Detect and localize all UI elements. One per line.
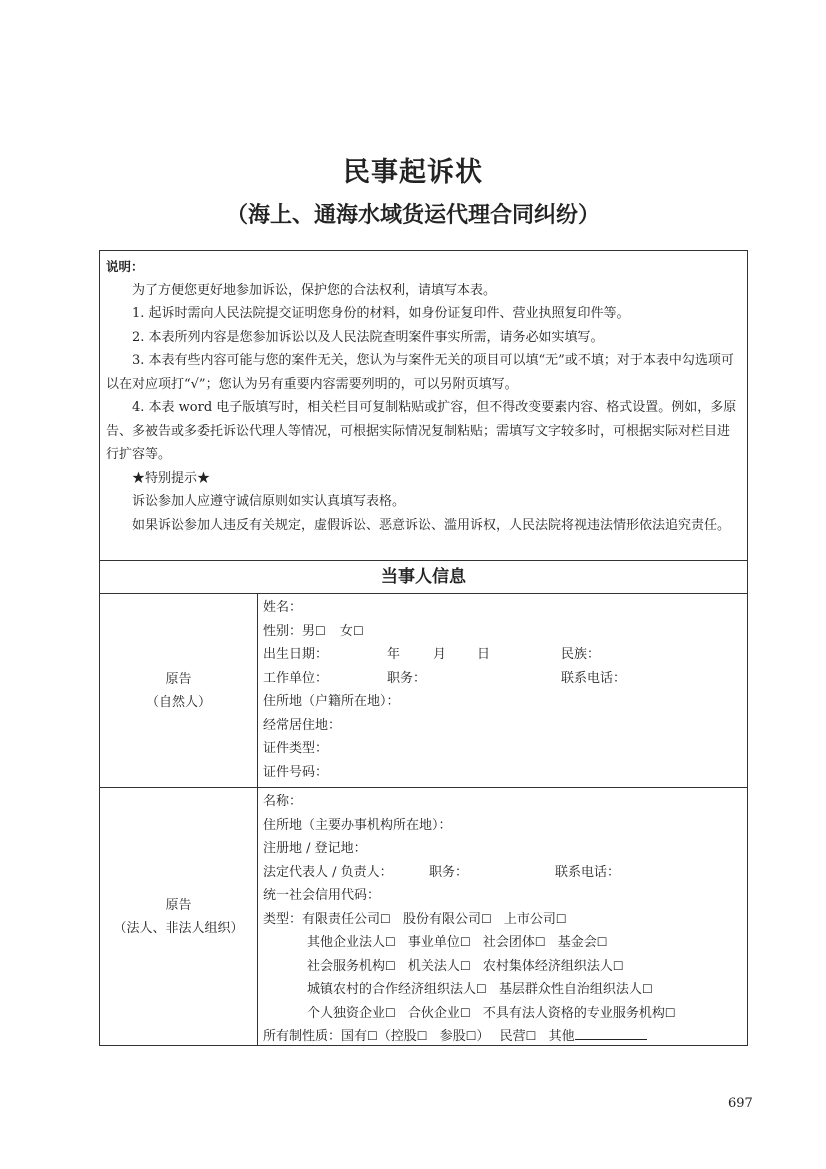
registered-place-field[interactable]: 注册地 / 登记地：	[263, 841, 367, 856]
type-checkbox[interactable]: ☐	[385, 935, 396, 949]
work-unit-field[interactable]: 工作单位：	[263, 670, 329, 686]
org-type-label: 类型：	[263, 911, 303, 927]
type-checkbox[interactable]: ☐	[641, 982, 653, 996]
instructions-section	[100, 251, 747, 561]
type-option-label: 上市公司	[503, 911, 556, 927]
plaintiff-org-label	[100, 788, 258, 1045]
position-field[interactable]: 职务：	[387, 670, 427, 686]
type-option-label: 有限责任公司	[302, 911, 381, 927]
instruction-paragraph: 诉讼参加人应遵守诚信原则如实认真填写表格。	[132, 494, 406, 509]
id-type-field[interactable]: 证件类型：	[263, 741, 329, 756]
month-label: 月	[433, 647, 447, 662]
type-option-label: 不具有法人资格的专业服务机构	[482, 1005, 665, 1021]
plaintiff-person-fields	[263, 596, 747, 784]
holding-label: （控股	[377, 1029, 417, 1044]
page-number: 697	[728, 1096, 753, 1111]
type-option-label: 基金会	[557, 935, 597, 950]
type-checkbox[interactable]: ☐	[480, 911, 492, 926]
type-checkbox[interactable]: ☐	[459, 958, 471, 973]
natural-person-label: （自然人）	[145, 694, 211, 710]
party-info-heading: 当事人信息	[100, 561, 747, 594]
type-option-label: 农村集体经济组织法人	[482, 958, 613, 974]
type-option-label: 股份有限公司	[402, 911, 481, 927]
type-option-label: 基层群众性自治组织法人	[498, 982, 642, 997]
org-phone-field[interactable]: 联系电话：	[555, 864, 621, 880]
gender-field[interactable]	[263, 620, 747, 644]
instruction-paragraph: 为了方便您更好地参加诉讼，保护您的合法权利，请填写本表。	[132, 282, 497, 298]
female-checkbox[interactable]: ☐	[352, 623, 364, 638]
org-type-row-1	[263, 908, 747, 932]
instruction-paragraph: 如果诉讼参加人违反有关规定，虚假诉讼、恶意诉讼、滥用诉权，人民法院将视违法情形依法追究责任。	[132, 517, 731, 533]
participating-checkbox[interactable]: ☐	[465, 1029, 477, 1043]
close-paren: ）	[476, 1029, 490, 1044]
org-address-field[interactable]: 住所地（主要办事机构所在地）：	[263, 817, 452, 833]
day-label: 日	[477, 647, 491, 662]
credit-code-field[interactable]: 统一社会信用代码：	[263, 888, 381, 903]
complaint-form-table	[99, 250, 748, 1046]
type-checkbox[interactable]: ☐	[534, 935, 546, 949]
holding-checkbox[interactable]: ☐	[416, 1029, 428, 1043]
org-name-field[interactable]: 名称：	[263, 794, 303, 809]
work-line	[263, 667, 747, 691]
special-notice-heading: ★特别提示★	[132, 470, 211, 486]
instruction-paragraph: 1. 起诉时需向人民法院提交证明您身份的材料，如身份证复印件、营业执照复印件等。	[132, 306, 630, 321]
org-type-row-3	[263, 955, 747, 979]
state-owned-checkbox[interactable]: ☐	[367, 1029, 378, 1043]
type-option-label: 社会服务机构	[307, 958, 386, 974]
instructions-heading: 说明：	[106, 259, 144, 274]
ownership-row	[263, 1025, 747, 1049]
document-title: 民事起诉状	[343, 157, 483, 188]
other-ownership-blank[interactable]	[575, 1025, 647, 1040]
organization-label: （法人、非法人组织）	[113, 920, 244, 936]
type-checkbox[interactable]: ☐	[664, 1005, 676, 1020]
type-option-label: 城镇农村的合作经济组织法人	[307, 982, 477, 997]
type-option-label: 机关法人	[407, 958, 460, 974]
org-type-row-2	[263, 931, 747, 955]
instruction-paragraph: 4. 本表 word 电子版填写时，相关栏目可复制粘贴或扩容，但不得改变要素内容、格式设置。例如，多原告、多被告或多委托诉讼代理人等情况，可根据实际情况复制粘贴；需填写文字较多时，可根据实际对栏目进行扩容等。	[106, 400, 737, 462]
representative-line	[263, 861, 747, 885]
birth-ethnicity-line	[263, 643, 747, 667]
male-checkbox[interactable]: ☐	[315, 623, 326, 638]
type-option-label: 其他企业法人	[307, 935, 386, 950]
type-checkbox[interactable]: ☐	[380, 911, 391, 926]
org-position-field[interactable]: 职务：	[429, 864, 469, 880]
type-checkbox[interactable]: ☐	[476, 982, 487, 996]
type-checkbox[interactable]: ☐	[385, 1005, 396, 1020]
representative-field[interactable]: 法定代表人 / 负责人：	[263, 864, 393, 880]
plaintiff-natural-person-row	[100, 594, 747, 788]
other-label: 其他	[548, 1029, 575, 1044]
ethnicity-field[interactable]: 民族：	[561, 647, 601, 662]
private-checkbox[interactable]: ☐	[525, 1029, 537, 1043]
private-label: 民营	[499, 1029, 526, 1044]
habitual-residence-field[interactable]: 经常居住地：	[263, 717, 342, 733]
name-field[interactable]: 姓名：	[263, 600, 303, 615]
document-subtitle: （海上、通海水域货运代理合同纠纷）	[225, 203, 600, 228]
gender-male-label: 性别：男	[263, 623, 316, 639]
type-checkbox[interactable]: ☐	[459, 935, 471, 949]
plaintiff-person-label	[100, 594, 258, 787]
type-option-label: 合伙企业	[407, 1005, 460, 1021]
plaintiff-organization-row	[100, 788, 747, 1045]
type-checkbox[interactable]: ☐	[555, 911, 567, 926]
participating-label: 参股	[439, 1029, 466, 1044]
id-number-field[interactable]: 证件号码：	[263, 764, 329, 780]
phone-field[interactable]: 联系电话：	[561, 670, 627, 686]
plaintiff-label: 原告	[165, 897, 192, 913]
plaintiff-org-fields	[263, 790, 747, 1049]
type-checkbox[interactable]: ☐	[596, 935, 608, 949]
instruction-paragraph: 3. 本表有些内容可能与您的案件无关，您认为与案件无关的项目可以填“无”或不填；对于本表中勾选项可以在对应项打“√”；您认为另有重要内容需要列明的，可以另附页填写。	[106, 353, 734, 392]
type-option-label: 个人独资企业	[307, 1005, 386, 1021]
ownership-label: 所有制性质：国有	[263, 1029, 368, 1044]
type-checkbox[interactable]: ☐	[612, 958, 624, 973]
type-option-label: 事业单位	[407, 935, 460, 950]
type-checkbox[interactable]: ☐	[459, 1005, 471, 1020]
type-checkbox[interactable]: ☐	[385, 958, 396, 973]
plaintiff-label: 原告	[165, 671, 192, 687]
org-type-row-5	[263, 1002, 747, 1026]
year-label: 年	[387, 647, 401, 662]
gender-female-label: 女	[339, 623, 353, 639]
org-type-row-4	[263, 978, 747, 1002]
instruction-paragraph: 2. 本表所列内容是您参加诉讼以及人民法院查明案件事实所需，请务必如实填写。	[132, 329, 604, 345]
residence-field[interactable]: 住所地（户籍所在地）：	[263, 694, 400, 709]
birth-date-field[interactable]: 出生日期：	[263, 647, 329, 662]
type-option-label: 社会团体	[482, 935, 535, 950]
